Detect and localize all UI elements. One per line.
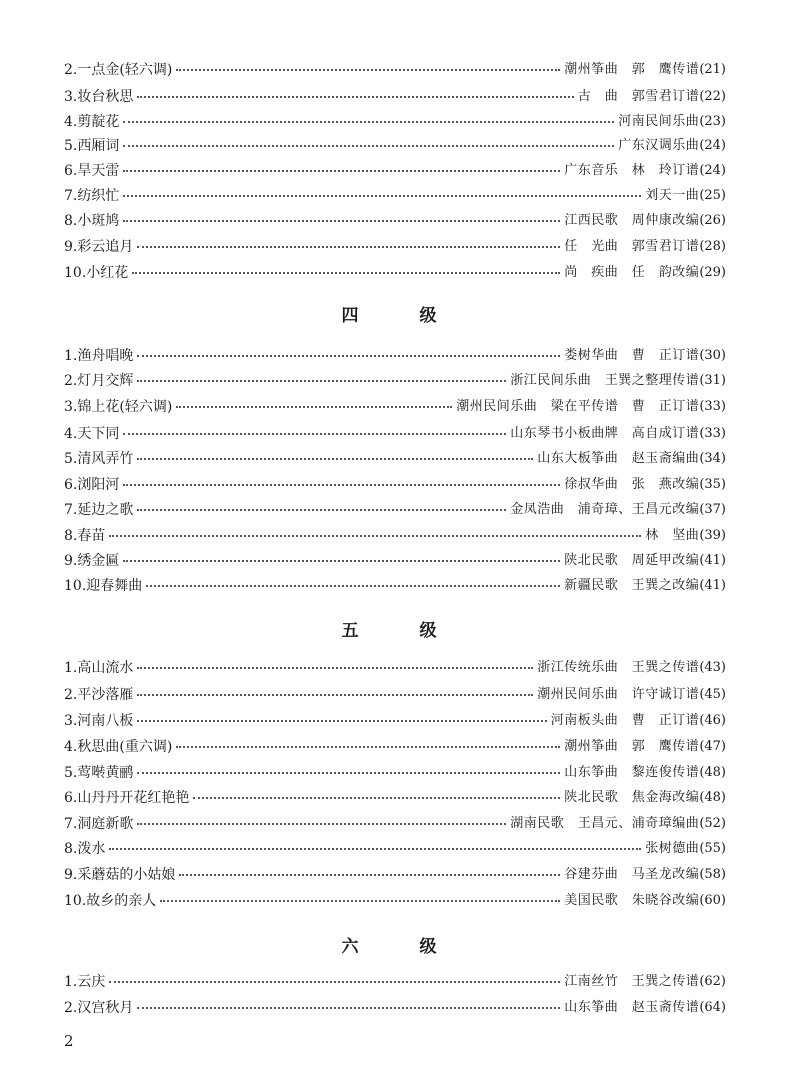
entry-title: 8.春苗 — [64, 528, 106, 544]
entry-title: 2.灯月交辉 — [64, 373, 134, 389]
entry-credit: 山东琴书小板曲牌 高自成订谱 — [510, 426, 700, 441]
toc-entry — [64, 470, 726, 494]
entry-title: 4.天下同 — [64, 426, 120, 442]
entry-page: (28) — [699, 239, 726, 254]
toc-entry — [64, 495, 726, 519]
entry-page: (31) — [699, 373, 726, 388]
toc-entry — [64, 732, 726, 756]
toc-entry — [64, 419, 726, 443]
entry-credit: 刘天一曲 — [645, 188, 700, 203]
leader-dots — [109, 848, 641, 850]
entry-page: (41) — [699, 578, 726, 593]
leader-dots — [109, 535, 641, 537]
entry-page: (48) — [699, 790, 726, 805]
leader-dots — [179, 874, 560, 876]
toc-entry — [64, 993, 726, 1017]
entry-credit: 陕北民歌 周延甲改编 — [564, 553, 700, 568]
entry-page: (26) — [699, 213, 726, 228]
toc-entry — [64, 392, 726, 416]
entry-credit: 美国民歌 朱晓谷改编 — [564, 893, 700, 908]
entry-title: 6.旱天雷 — [64, 163, 120, 179]
toc-entry — [64, 341, 726, 365]
leader-dots — [132, 272, 560, 274]
entry-title: 7.延边之歌 — [64, 502, 134, 518]
entry-title: 1.渔舟唱晚 — [64, 348, 134, 364]
entry-credit: 江西民歌 周仲康改编 — [564, 213, 700, 228]
entry-title: 9.彩云追月 — [64, 239, 134, 255]
toc-entry — [64, 680, 726, 704]
entry-page: (45) — [699, 687, 726, 702]
leader-dots — [137, 667, 533, 669]
entry-credit: 林 坚曲 — [645, 528, 700, 543]
entry-title: 7.纺织忙 — [64, 188, 120, 204]
toc-entry — [64, 131, 726, 155]
entry-credit: 湖南民歌 王昌元、浦奇璋编曲 — [510, 816, 700, 831]
toc-entry — [64, 860, 726, 884]
entry-credit: 广东音乐 林 玲订谱 — [564, 163, 700, 178]
leader-dots — [193, 797, 560, 799]
entry-title: 2.一点金(轻六调) — [64, 62, 173, 78]
leader-dots — [123, 220, 560, 222]
leader-dots — [176, 746, 560, 748]
entry-credit: 潮州筝曲 郭 鹰传谱 — [564, 739, 700, 754]
toc-entry — [64, 783, 726, 807]
entry-credit: 任 光曲 郭雪君订谱 — [564, 239, 700, 254]
entry-page: (64) — [699, 1000, 726, 1015]
entry-page: (37) — [699, 502, 726, 517]
leader-dots — [137, 458, 533, 460]
entry-page: (22) — [699, 89, 726, 104]
entry-title: 9.采蘑菇的小姑娘 — [64, 867, 176, 883]
entry-credit: 浙江传统乐曲 王巽之传谱 — [537, 660, 700, 675]
entry-credit: 徐叔华曲 张 燕改编 — [564, 477, 700, 492]
entry-page: (41) — [699, 553, 726, 568]
entry-title: 8.泼水 — [64, 841, 106, 857]
entry-page: (39) — [699, 528, 726, 543]
toc-entry — [64, 758, 726, 782]
entry-title: 3.锦上花(轻六调) — [64, 399, 173, 415]
entry-title: 10.小红花 — [64, 265, 129, 281]
toc-entry — [64, 809, 726, 833]
leader-dots — [137, 380, 506, 382]
entry-page: (24) — [699, 163, 726, 178]
entry-page: (52) — [699, 816, 726, 831]
toc-entry — [64, 366, 726, 390]
toc-entry — [64, 82, 726, 106]
leader-dots — [137, 823, 506, 825]
entry-title: 5.西厢词 — [64, 138, 120, 154]
entry-credit: 潮州民间乐曲 梁在平传谱 曹 正订谱 — [456, 399, 700, 414]
toc-entry — [64, 653, 726, 677]
entry-title: 2.平沙落雁 — [64, 687, 134, 703]
leader-dots — [137, 509, 506, 511]
entry-title: 1.云庆 — [64, 974, 106, 990]
entry-page: (35) — [699, 477, 726, 492]
entry-page: (30) — [699, 348, 726, 363]
toc-entry — [64, 258, 726, 282]
leader-dots — [146, 585, 560, 587]
entry-credit: 古 曲 郭雪君订谱 — [577, 89, 700, 104]
entry-page: (58) — [699, 867, 726, 882]
section-heading: 六 级 — [341, 937, 459, 957]
entry-title: 6.山丹丹开花红艳艳 — [64, 790, 190, 806]
toc-entry — [64, 181, 726, 205]
leader-dots — [137, 96, 573, 98]
entry-page: (33) — [699, 426, 726, 441]
entry-page: (48) — [699, 765, 726, 780]
entry-credit: 金凤浩曲 浦奇璋、王昌元改编 — [510, 502, 700, 517]
leader-dots — [137, 720, 546, 722]
toc-entry — [64, 571, 726, 595]
leader-dots — [123, 433, 506, 435]
toc-entry — [64, 546, 726, 570]
entry-page: (29) — [699, 265, 726, 280]
entry-page: (55) — [699, 841, 726, 856]
toc-entry — [64, 444, 726, 468]
leader-dots — [123, 560, 560, 562]
entry-page: (25) — [699, 188, 726, 203]
section-heading: 五 级 — [341, 621, 459, 641]
entry-title: 6.浏阳河 — [64, 477, 120, 493]
entry-title: 3.河南八板 — [64, 713, 134, 729]
entry-title: 3.妆台秋思 — [64, 89, 134, 105]
entry-page: (24) — [699, 138, 726, 153]
entry-credit: 浙江民间乐曲 王巽之整理传谱 — [510, 373, 700, 388]
entry-page: (23) — [699, 114, 726, 129]
entry-credit: 新疆民歌 王巽之改编 — [564, 578, 700, 593]
toc-entry — [64, 521, 726, 545]
toc-entry — [64, 232, 726, 256]
entry-credit: 广东汉调乐曲 — [618, 138, 700, 153]
entry-title: 1.高山流水 — [64, 660, 134, 676]
toc-entry — [64, 107, 726, 131]
entry-title: 7.洞庭新歌 — [64, 816, 134, 832]
entry-credit: 潮州民间乐曲 许守诚订谱 — [537, 687, 700, 702]
toc-entry — [64, 156, 726, 180]
entry-credit: 河南板头曲 曹 正订谱 — [550, 713, 700, 728]
toc-entry — [64, 55, 726, 79]
entry-credit: 潮州筝曲 郭 鹰传谱 — [564, 62, 700, 77]
entry-credit: 尚 疾曲 任 韵改编 — [564, 265, 700, 280]
entry-title: 10.故乡的亲人 — [64, 893, 157, 909]
section-heading: 四 级 — [341, 306, 459, 326]
leader-dots — [137, 772, 560, 774]
entry-credit: 娄树华曲 曹 正订谱 — [564, 348, 700, 363]
entry-page: (47) — [699, 739, 726, 754]
entry-title: 4.剪靛花 — [64, 114, 120, 130]
toc-entry — [64, 706, 726, 730]
leader-dots — [123, 195, 641, 197]
entry-title: 9.绣金匾 — [64, 553, 120, 569]
leader-dots — [176, 406, 452, 408]
leader-dots — [109, 981, 560, 983]
entry-credit: 山东筝曲 赵玉斋传谱 — [564, 1000, 700, 1015]
entry-page: (46) — [699, 713, 726, 728]
toc-entry — [64, 967, 726, 991]
entry-title: 4.秋思曲(重六调) — [64, 739, 173, 755]
leader-dots — [160, 900, 560, 902]
toc-entry — [64, 886, 726, 910]
entry-credit: 谷建芬曲 马圣龙改编 — [564, 867, 700, 882]
leader-dots — [123, 484, 560, 486]
entry-title: 8.小斑鸠 — [64, 213, 120, 229]
entry-page: (21) — [699, 62, 726, 77]
entry-title: 5.莺啭黄鹂 — [64, 765, 134, 781]
leader-dots — [123, 121, 614, 123]
leader-dots — [137, 1007, 560, 1009]
entry-title: 2.汉宫秋月 — [64, 1000, 134, 1016]
leader-dots — [123, 170, 560, 172]
entry-title: 5.清风弄竹 — [64, 451, 134, 467]
entry-page: (62) — [699, 974, 726, 989]
entry-title: 10.迎春舞曲 — [64, 578, 143, 594]
entry-credit: 山东大板筝曲 赵玉斋编曲 — [537, 451, 700, 466]
entry-page: (33) — [699, 399, 726, 414]
leader-dots — [137, 694, 533, 696]
entry-credit: 山东筝曲 黎连俊传谱 — [564, 765, 700, 780]
leader-dots — [123, 145, 614, 147]
entry-page: (60) — [699, 893, 726, 908]
entry-credit: 张树德曲 — [645, 841, 700, 856]
toc-entry — [64, 206, 726, 230]
page-number: 2 — [64, 1032, 74, 1050]
entry-page: (43) — [699, 660, 726, 675]
toc-entry — [64, 834, 726, 858]
leader-dots — [137, 246, 560, 248]
entry-page: (34) — [699, 451, 726, 466]
leader-dots — [137, 355, 560, 357]
entry-credit: 河南民间乐曲 — [618, 114, 700, 129]
leader-dots — [176, 69, 560, 71]
entry-credit: 江南丝竹 王巽之传谱 — [564, 974, 700, 989]
entry-credit: 陕北民歌 焦金海改编 — [564, 790, 700, 805]
